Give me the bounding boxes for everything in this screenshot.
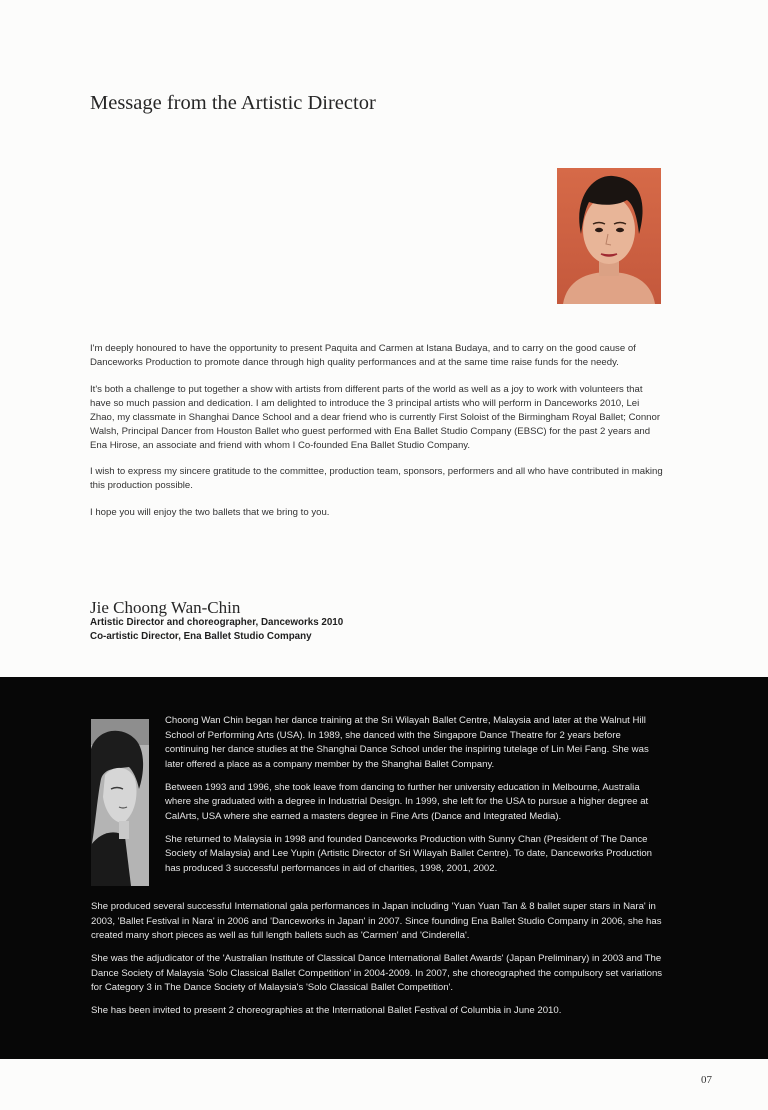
bio-paragraph: She produced several successful International gala performances in Japan including 'Yuan Yuan Tan & 8 ballet super stars in Nara' in 2003, 'Ballet Festival in Nara' in 2006 and 'Danceworks in Japan' in 2007. Since founding Ena Ballet Studio Company in 2006, she has created many short pieces as well as full length ballets such as 'Carmen' and 'Cinderella'. [91, 901, 662, 941]
page-number: 07 [701, 1074, 712, 1086]
signature-name: Jie Choong Wan-Chin [90, 598, 241, 617]
bio-paragraph: Choong Wan Chin began her dance training at the Sri Wilayah Ballet Centre, Malaysia and later at the Walnut Hill School of Performing Arts (USA). In 1989, she danced with the Singapore Dance Theatre for 2 years before continuing her dance studies at the Shanghai Dance School under the inspiring tutelage of Lin Mei Fang. She was later offered a place as a company member by the Shanghai Ballet Company. [165, 715, 649, 770]
bio-paragraph: She has been invited to present 2 choreographies at the International Ballet Festival of Columbia in June 2010. [91, 1005, 562, 1016]
director-message [90, 342, 665, 532]
message-paragraph: It's both a challenge to put together a show with artists from different parts of the world as well as a joy to work with volunteers that have so much passion and dedication. I am delighted to introduce the 3 principal artists who will perform in Danceworks 2010, Lei Zhao, my classmate in Shanghai Dance School and a dear friend who is currently First Soloist of the Birmingham Royal Ballet; Connor Walsh, Principal Dancer from Houston Ballet who guest performed with Ena Ballet Studio Company (EBSC) for the past 2 years and Ena Hirose, an associate and friend with whom I Co-founded Ena Ballet Studio Company. [90, 383, 661, 451]
message-paragraph: I wish to express my sincere gratitude to the committee, production team, sponsors, performers and all who have contributed in making this production possible. [90, 466, 663, 491]
portrait-photo [557, 168, 661, 304]
message-paragraph: I'm deeply honoured to have the opportunity to present Paquita and Carmen at Istana Budaya, and to carry on the good cause of Danceworks Production to promote dance through high quality performances and at the same time raise funds for the needy. [90, 343, 636, 368]
biography-text-top [165, 714, 665, 885]
bio-paragraph: She was the adjudicator of the 'Australian Institute of Classical Dance International Ballet Awards' (Japan Preliminary) in 2003 and The Dance Society of Malaysia 'Solo Classical Ballet Competition' in 2004-2009. In 2007, she choreographed the compulsory set variations for Category 3 in The Dance Society of Malaysia's 'Solo Classical Ballet Competition'. [91, 953, 663, 993]
biography-image [91, 719, 149, 886]
bio-paragraph: She returned to Malaysia in 1998 and founded Danceworks Production with Sunny Chan (President of The Dance Society of Malaysia) and Lee Yupin (Artistic Director of Sri Wilayah Ballet Centre). To date, Danceworks Production has produced 3 successful performances in aid of charities, 1998, 2001, 2002. [165, 833, 653, 874]
message-paragraph: I hope you will enjoy the two ballets that we bring to you. [90, 506, 330, 518]
page-title: Message from the Artistic Director [90, 92, 376, 114]
signature-role: Artistic Director and choreographer, Danceworks 2010 [90, 617, 344, 628]
biography-text-bottom [91, 900, 666, 1027]
signature-role: Co-artistic Director, Ena Ballet Studio Company [90, 631, 312, 642]
portrait-image [557, 168, 661, 304]
bio-paragraph: Between 1993 and 1996, she took leave from dancing to further her university education in Melbourne, Australia where she graduated with a degree in Industrial Design. In 1999, she left for the USA to pursue a higher degree at CalArts, USA where she earned a masters degree in Fine Arts (Dance and Integrated Media). [165, 781, 649, 822]
biography-photo [91, 719, 149, 886]
